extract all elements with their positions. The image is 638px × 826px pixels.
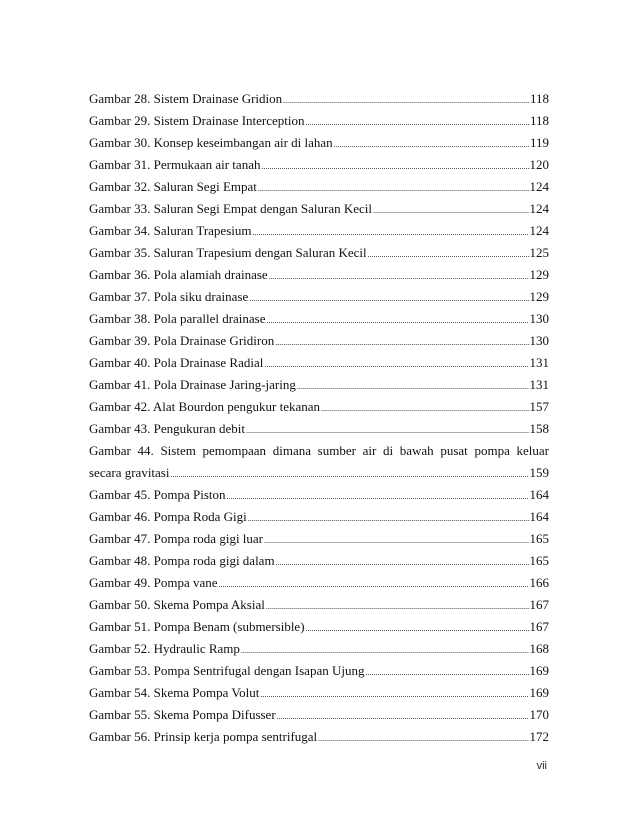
list-of-figures xyxy=(89,88,549,748)
toc-entry[interactable] xyxy=(89,528,549,550)
page-number: vii xyxy=(536,760,547,772)
toc-entry-label: Gambar 45. Pompa Piston xyxy=(89,487,226,502)
leader-dots xyxy=(264,530,528,552)
toc-entry[interactable] xyxy=(89,330,549,352)
toc-entry[interactable] xyxy=(89,374,549,396)
toc-entry[interactable] xyxy=(89,396,549,418)
toc-entry-label: Gambar 35. Saluran Trapesium dengan Saluran Kecil xyxy=(89,245,367,260)
toc-entry-label: Gambar 32. Saluran Segi Empat xyxy=(89,179,257,194)
toc-entry[interactable] xyxy=(89,550,549,572)
leader-dots xyxy=(365,662,528,684)
toc-entry-label: Gambar 43. Pengukuran debit xyxy=(89,421,245,436)
toc-entry[interactable] xyxy=(89,594,549,616)
toc-entry-page: 168 xyxy=(529,641,549,656)
leader-dots xyxy=(260,684,528,706)
toc-entry-label: Gambar 31. Permukaan air tanah xyxy=(89,157,261,172)
toc-entry[interactable] xyxy=(89,660,549,682)
toc-entry[interactable] xyxy=(89,638,549,660)
toc-entry-label: Gambar 38. Pola parallel drainase xyxy=(89,311,266,326)
toc-entry[interactable] xyxy=(89,726,549,748)
toc-entry[interactable] xyxy=(89,176,549,198)
toc-entry[interactable] xyxy=(89,286,549,308)
toc-entry-page: 118 xyxy=(529,113,549,128)
toc-entry-label: Gambar 47. Pompa roda gigi luar xyxy=(89,531,264,546)
toc-entry-page: 159 xyxy=(529,465,549,480)
toc-entry-page: 172 xyxy=(529,729,549,744)
toc-entry-page: 129 xyxy=(529,289,549,304)
toc-entry-label: Gambar 44. Sistem pemompaan dimana sumber air di bawah pusat pompa keluar xyxy=(89,443,549,458)
leader-dots xyxy=(276,552,529,574)
leader-dots xyxy=(306,112,529,134)
toc-entry-page: 119 xyxy=(529,135,549,150)
toc-entry-page: 158 xyxy=(529,421,549,436)
leader-dots xyxy=(252,222,528,244)
toc-entry-label: Gambar 41. Pola Drainase Jaring-jaring xyxy=(89,377,296,392)
toc-entry[interactable] xyxy=(89,132,549,154)
toc-entry[interactable] xyxy=(89,682,549,704)
leader-dots xyxy=(277,706,529,728)
toc-entry[interactable] xyxy=(89,484,549,506)
leader-dots xyxy=(170,464,528,486)
toc-entry[interactable] xyxy=(89,704,549,726)
toc-entry-label: Gambar 29. Sistem Drainase Interception xyxy=(89,113,305,128)
toc-entry-label: Gambar 34. Saluran Trapesium xyxy=(89,223,252,238)
toc-entry[interactable] xyxy=(89,506,549,528)
leader-dots xyxy=(246,420,529,442)
toc-entry-44-line1 xyxy=(89,440,549,462)
toc-entry-page: 120 xyxy=(529,157,549,172)
toc-entry-page: 169 xyxy=(529,685,549,700)
toc-entry-page: 167 xyxy=(529,619,549,634)
leader-dots xyxy=(275,332,528,354)
leader-dots xyxy=(264,354,528,376)
leader-dots xyxy=(269,266,529,288)
toc-entry-page: 131 xyxy=(529,377,549,392)
leader-dots xyxy=(283,90,529,112)
toc-entry-page: 165 xyxy=(529,553,549,568)
toc-entry-page: 165 xyxy=(529,531,549,546)
leader-dots xyxy=(306,618,529,640)
toc-entry[interactable] xyxy=(89,242,549,264)
toc-entry-page: 124 xyxy=(529,223,549,238)
toc-entry[interactable] xyxy=(89,352,549,374)
toc-entry[interactable] xyxy=(89,572,549,594)
toc-entry[interactable] xyxy=(89,110,549,132)
toc-group-b xyxy=(89,484,549,748)
toc-entry-label: Gambar 52. Hydraulic Ramp xyxy=(89,641,240,656)
toc-entry[interactable] xyxy=(89,154,549,176)
toc-entry-label: Gambar 37. Pola siku drainase xyxy=(89,289,249,304)
leader-dots xyxy=(219,574,529,596)
leader-dots xyxy=(297,376,529,398)
toc-entry-label: secara gravitasi xyxy=(89,465,170,480)
toc-entry-label: Gambar 49. Pompa vane xyxy=(89,575,218,590)
toc-entry-label: Gambar 54. Skema Pompa Volut xyxy=(89,685,260,700)
toc-entry-page: 124 xyxy=(529,179,549,194)
toc-entry-page: 167 xyxy=(529,597,549,612)
toc-entry-label: Gambar 56. Prinsip kerja pompa sentrifugal xyxy=(89,729,318,744)
toc-entry-label: Gambar 36. Pola alamiah drainase xyxy=(89,267,268,282)
toc-entry-label: Gambar 28. Sistem Drainase Gridion xyxy=(89,91,283,106)
toc-entry-page: 124 xyxy=(529,201,549,216)
toc-entry[interactable] xyxy=(89,220,549,242)
leader-dots xyxy=(318,728,528,750)
toc-entry-label: Gambar 55. Skema Pompa Difusser xyxy=(89,707,276,722)
toc-entry[interactable] xyxy=(89,308,549,330)
toc-entry-label: Gambar 33. Saluran Segi Empat dengan Saluran Kecil xyxy=(89,201,373,216)
toc-entry-page: 169 xyxy=(529,663,549,678)
toc-group-a xyxy=(89,88,549,440)
toc-entry-44-line2[interactable] xyxy=(89,462,549,484)
leader-dots xyxy=(258,178,529,200)
toc-entry-page: 131 xyxy=(529,355,549,370)
leader-dots xyxy=(249,288,528,310)
leader-dots xyxy=(248,508,529,530)
toc-entry[interactable] xyxy=(89,418,549,440)
toc-entry[interactable] xyxy=(89,616,549,638)
toc-entry[interactable] xyxy=(89,264,549,286)
leader-dots xyxy=(334,134,529,156)
leader-dots xyxy=(373,200,528,222)
toc-entry-label: Gambar 39. Pola Drainase Gridiron xyxy=(89,333,275,348)
leader-dots xyxy=(267,310,529,332)
toc-entry[interactable] xyxy=(89,198,549,220)
leader-dots xyxy=(321,398,528,420)
toc-entry-page: 130 xyxy=(529,311,549,326)
toc-entry-page: 166 xyxy=(529,575,549,590)
toc-entry[interactable] xyxy=(89,88,549,110)
leader-dots xyxy=(266,596,529,618)
toc-entry-label: Gambar 53. Pompa Sentrifugal dengan Isapan Ujung xyxy=(89,663,365,678)
toc-entry-page: 118 xyxy=(529,91,549,106)
toc-entry-page: 129 xyxy=(529,267,549,282)
toc-entry-page: 130 xyxy=(529,333,549,348)
leader-dots xyxy=(261,156,528,178)
toc-entry-page: 125 xyxy=(529,245,549,260)
toc-entry-label: Gambar 42. Alat Bourdon pengukur tekanan xyxy=(89,399,321,414)
toc-entry-label: Gambar 48. Pompa roda gigi dalam xyxy=(89,553,275,568)
toc-entry-label: Gambar 46. Pompa Roda Gigi xyxy=(89,509,247,524)
leader-dots xyxy=(368,244,529,266)
toc-entry-page: 157 xyxy=(529,399,549,414)
leader-dots xyxy=(227,486,529,508)
toc-entry-label: Gambar 51. Pompa Benam (submersible) xyxy=(89,619,305,634)
toc-entry-page: 164 xyxy=(529,487,549,502)
toc-entry-label: Gambar 40. Pola Drainase Radial xyxy=(89,355,264,370)
leader-dots xyxy=(241,640,529,662)
toc-entry-page: 164 xyxy=(529,509,549,524)
toc-entry-label: Gambar 50. Skema Pompa Aksial xyxy=(89,597,265,612)
toc-entry-label: Gambar 30. Konsep keseimbangan air di lahan xyxy=(89,135,333,150)
toc-entry-page: 170 xyxy=(529,707,549,722)
